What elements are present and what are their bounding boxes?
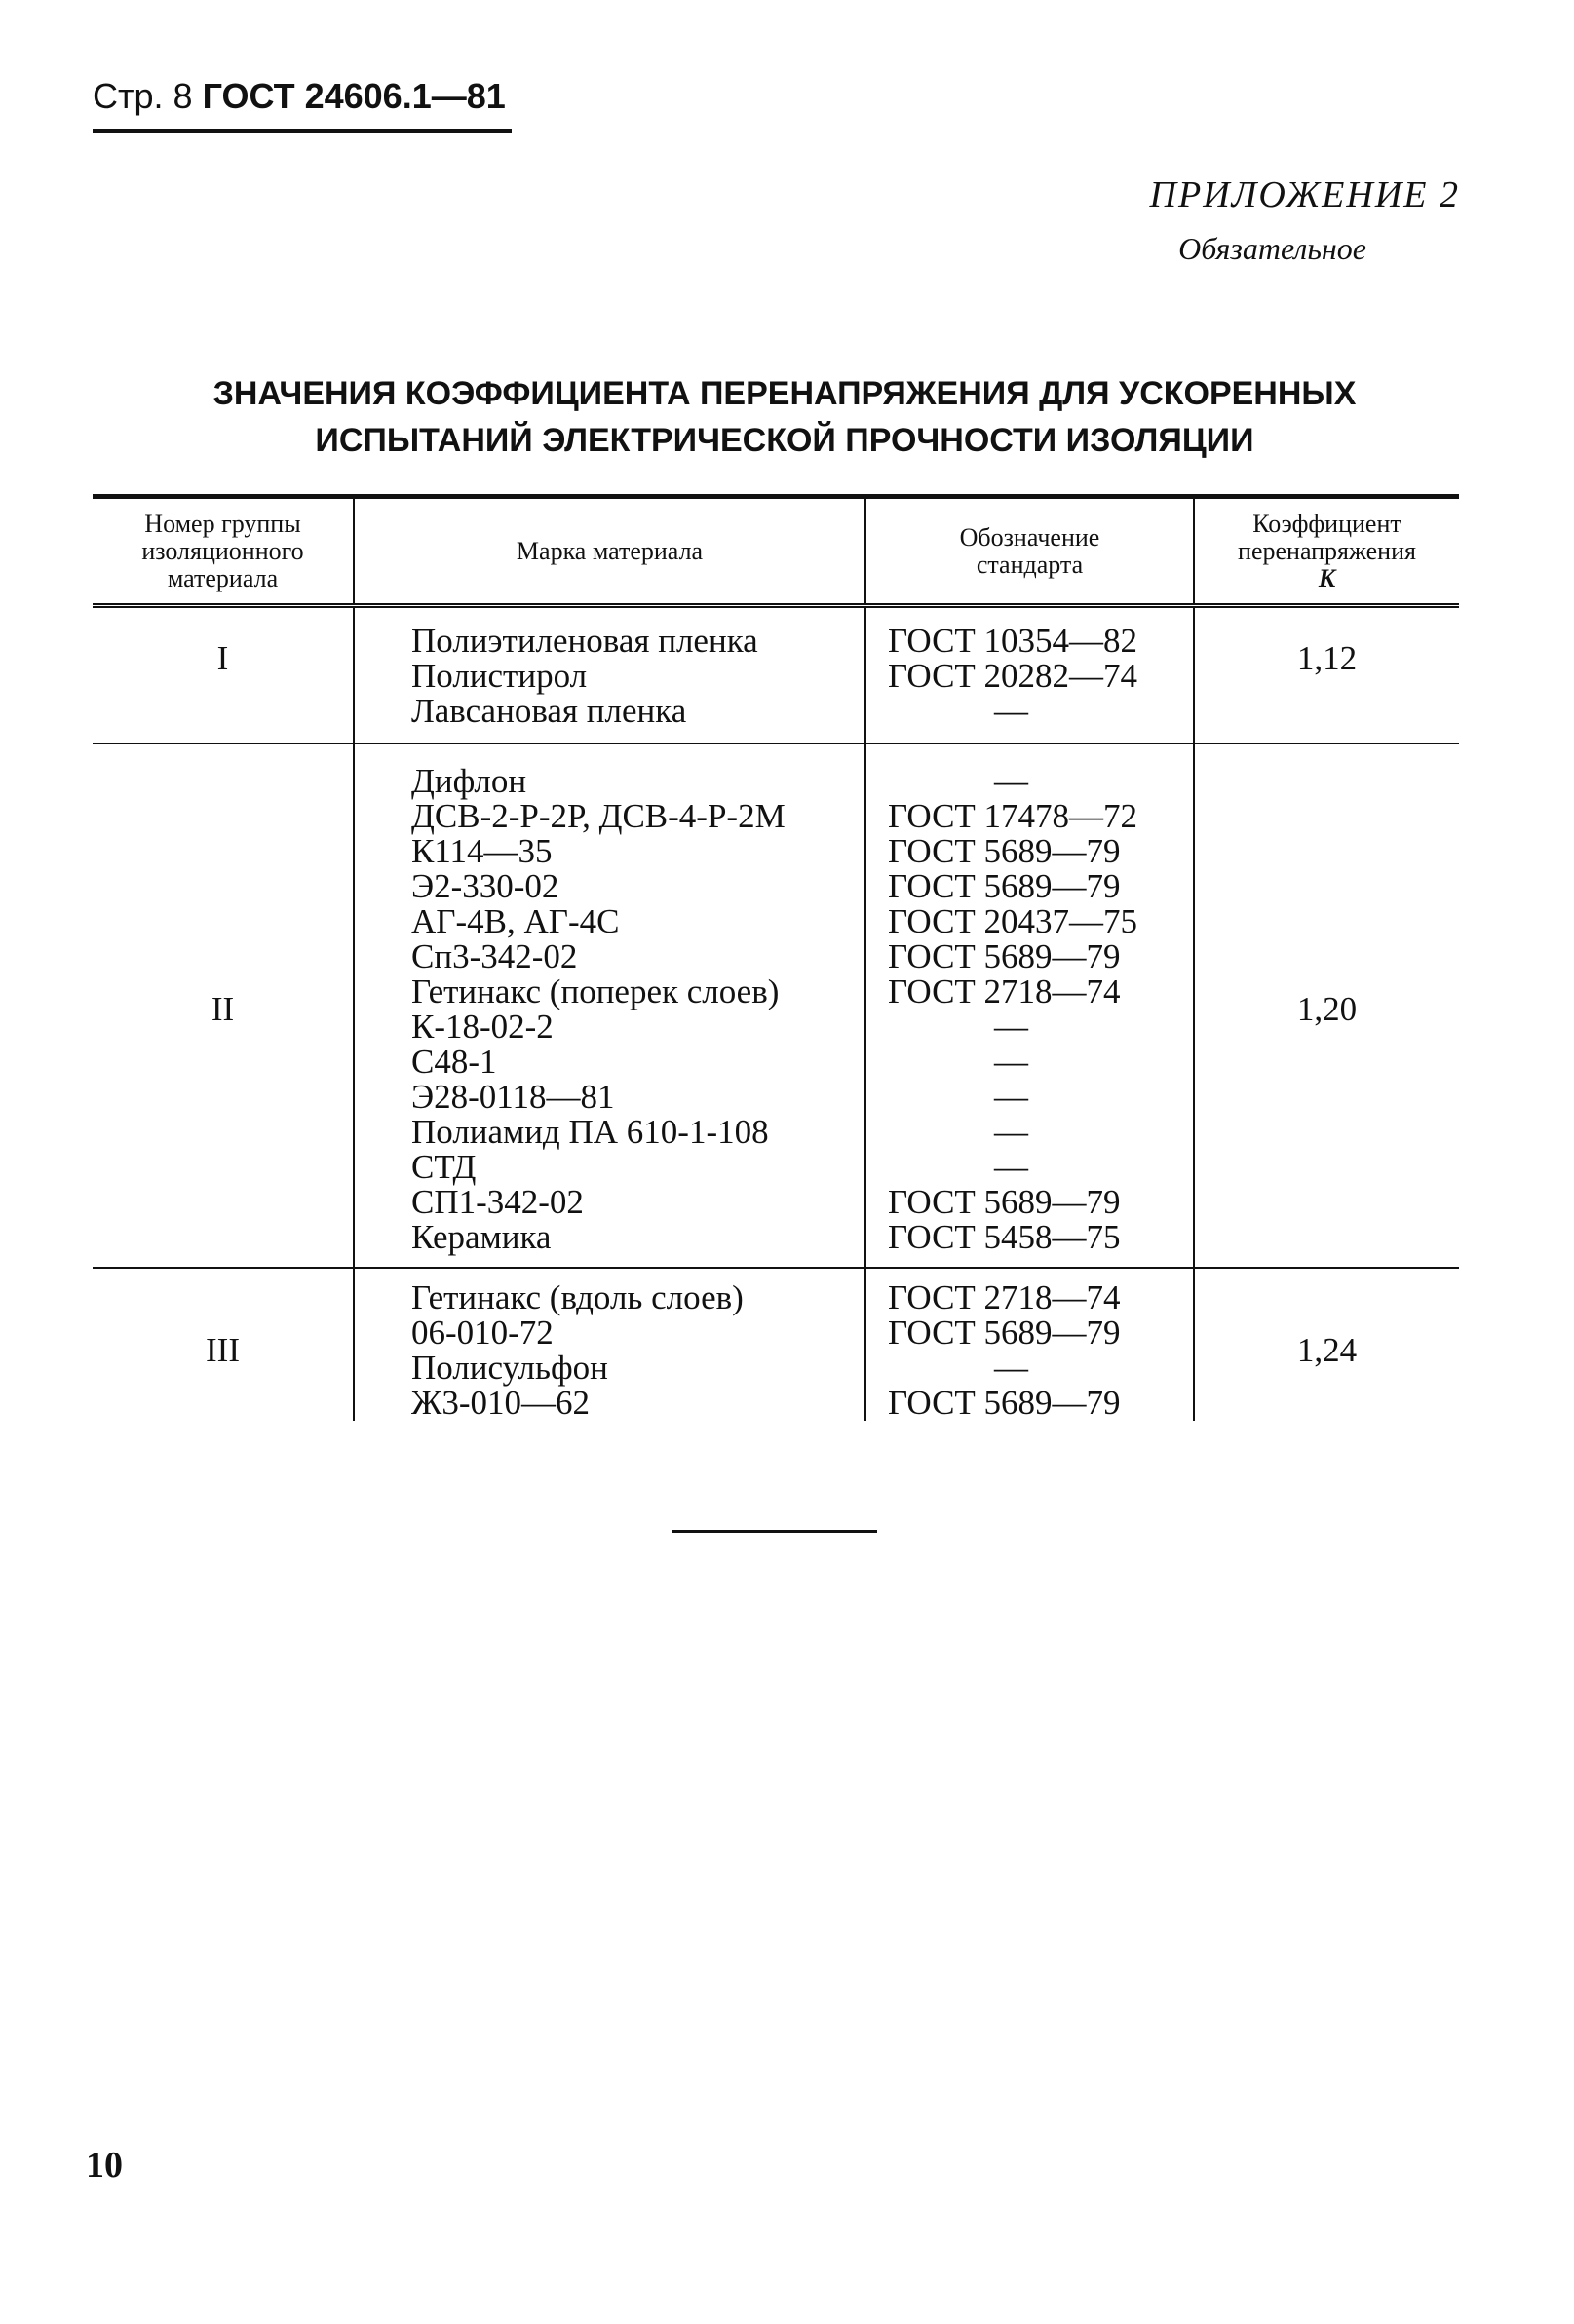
material-name: СТД bbox=[411, 1148, 477, 1186]
standard-designation: ГОСТ 20282—74 bbox=[888, 657, 1138, 695]
material-name: С48-1 bbox=[411, 1043, 497, 1081]
material-name: К-18-02-2 bbox=[411, 1008, 554, 1046]
group-number: III bbox=[206, 1331, 240, 1369]
standard-designation: ГОСТ 5689—79 bbox=[888, 1183, 1121, 1221]
header-rule bbox=[93, 129, 512, 133]
standard-designation: ГОСТ 5689—79 bbox=[888, 832, 1121, 870]
material-cell bbox=[354, 606, 865, 744]
coefficient-table bbox=[93, 494, 1459, 1421]
standard-designation: ГОСТ 5689—79 bbox=[888, 1384, 1121, 1422]
standard-designation: ГОСТ 5689—79 bbox=[888, 937, 1121, 975]
coefficient-cell bbox=[1194, 743, 1459, 1268]
material-cell bbox=[354, 743, 865, 1268]
header-text: изоляционного bbox=[141, 536, 304, 565]
material-name: Гетинакс (поперек слоев) bbox=[411, 972, 780, 1010]
material-name: Э2-330-02 bbox=[411, 867, 559, 905]
standard-designation: — bbox=[994, 1008, 1028, 1046]
material-cell bbox=[354, 1268, 865, 1421]
table-row bbox=[93, 606, 1459, 744]
standard-designation: ГОСТ 5689—79 bbox=[888, 1314, 1121, 1352]
standard-designation: — bbox=[994, 762, 1028, 800]
end-rule bbox=[672, 1530, 877, 1533]
standard-designation: — bbox=[994, 1078, 1028, 1116]
material-name: К114—35 bbox=[411, 832, 553, 870]
material-name: Лавсановая пленка bbox=[411, 692, 687, 730]
standard-designation: — bbox=[994, 1148, 1028, 1186]
standard-designation: — bbox=[994, 1349, 1028, 1387]
header-standard bbox=[865, 497, 1194, 606]
standard-designation: ГОСТ 2718—74 bbox=[888, 1278, 1121, 1316]
appendix-title: ПРИЛОЖЕНИЕ 2 bbox=[1149, 174, 1460, 215]
header-text: Марка материала bbox=[516, 536, 704, 565]
header-text: Обозначение bbox=[959, 522, 1100, 552]
header-text: перенапряжения bbox=[1238, 536, 1416, 565]
header-coefficient bbox=[1194, 497, 1459, 606]
standard-designation: ГОСТ 5458—75 bbox=[888, 1218, 1121, 1256]
coefficient-cell bbox=[1194, 606, 1459, 744]
standard-designation: ГОСТ 17478—72 bbox=[888, 797, 1138, 835]
document-title bbox=[93, 370, 1477, 464]
coefficient-value: 1,24 bbox=[1296, 1331, 1358, 1369]
coefficient-cell bbox=[1194, 1268, 1459, 1421]
material-name: 06-010-72 bbox=[411, 1314, 554, 1352]
material-name: Керамика bbox=[411, 1218, 552, 1256]
group-number-cell bbox=[93, 1268, 354, 1421]
document-title-line: ЗНАЧЕНИЯ КОЭФФИЦИЕНТА ПЕРЕНАПРЯЖЕНИЯ ДЛЯ УСКОРЕННЫХ bbox=[212, 375, 1357, 412]
group-number-cell bbox=[93, 606, 354, 744]
standard-cell bbox=[865, 1268, 1194, 1421]
document-title-line: ИСПЫТАНИЙ ЭЛЕКТРИЧЕСКОЙ ПРОЧНОСТИ ИЗОЛЯЦИИ bbox=[315, 422, 1254, 459]
page-label: Стр. 8 bbox=[93, 76, 193, 116]
material-name: Полиэтиленовая пленка bbox=[411, 622, 758, 660]
coefficient-value: 1,12 bbox=[1296, 639, 1358, 677]
standard-cell bbox=[865, 606, 1194, 744]
standard-designation: ГОСТ 20437—75 bbox=[888, 902, 1138, 940]
header-group-number bbox=[93, 497, 354, 606]
standard-cell bbox=[865, 743, 1194, 1268]
page-header bbox=[93, 76, 506, 117]
table-body bbox=[93, 606, 1459, 1422]
material-name: ДСВ-2-Р-2Р, ДСВ-4-Р-2М bbox=[411, 797, 786, 835]
standard-designation: — bbox=[994, 692, 1028, 730]
header-text: материала bbox=[167, 563, 279, 592]
appendix-subtitle: Обязательное bbox=[1178, 231, 1366, 266]
standard-designation: — bbox=[994, 1043, 1028, 1081]
header-text: Номер группы bbox=[144, 509, 301, 538]
material-name: АГ-4В, АГ-4С bbox=[411, 902, 620, 940]
standard-designation: ГОСТ 10354—82 bbox=[888, 622, 1138, 660]
table-row bbox=[93, 1268, 1459, 1421]
standard-designation: — bbox=[994, 1113, 1028, 1151]
group-number: I bbox=[216, 639, 229, 677]
group-number-cell bbox=[93, 743, 354, 1268]
material-name: Полиамид ПА 610-1-108 bbox=[411, 1113, 769, 1151]
material-name: Гетинакс (вдоль слоев) bbox=[411, 1278, 744, 1316]
header-text: стандарта bbox=[976, 550, 1084, 579]
material-name: СП1-342-02 bbox=[411, 1183, 584, 1221]
material-name: Полистирол bbox=[411, 657, 588, 695]
material-name: Полисульфон bbox=[411, 1349, 608, 1387]
material-name: Сп3-342-02 bbox=[411, 937, 578, 975]
material-name: Ж3-010—62 bbox=[411, 1384, 591, 1422]
coefficient-value: 1,20 bbox=[1296, 990, 1358, 1028]
page-number: 10 bbox=[86, 2145, 123, 2186]
group-number: II bbox=[211, 990, 235, 1028]
standard-designation: ГОСТ 5689—79 bbox=[888, 867, 1121, 905]
material-name: Э28-0118—81 bbox=[411, 1078, 615, 1116]
document-code: ГОСТ 24606.1—81 bbox=[202, 76, 506, 116]
coefficient-table-wrapper bbox=[93, 494, 1459, 1421]
header-text: K bbox=[1318, 563, 1336, 592]
table-row bbox=[93, 743, 1459, 1268]
table-header bbox=[93, 497, 1459, 606]
standard-designation: ГОСТ 2718—74 bbox=[888, 972, 1121, 1010]
material-name: Дифлон bbox=[411, 762, 527, 800]
header-text: Коэффициент bbox=[1252, 509, 1401, 538]
header-material bbox=[354, 497, 865, 606]
